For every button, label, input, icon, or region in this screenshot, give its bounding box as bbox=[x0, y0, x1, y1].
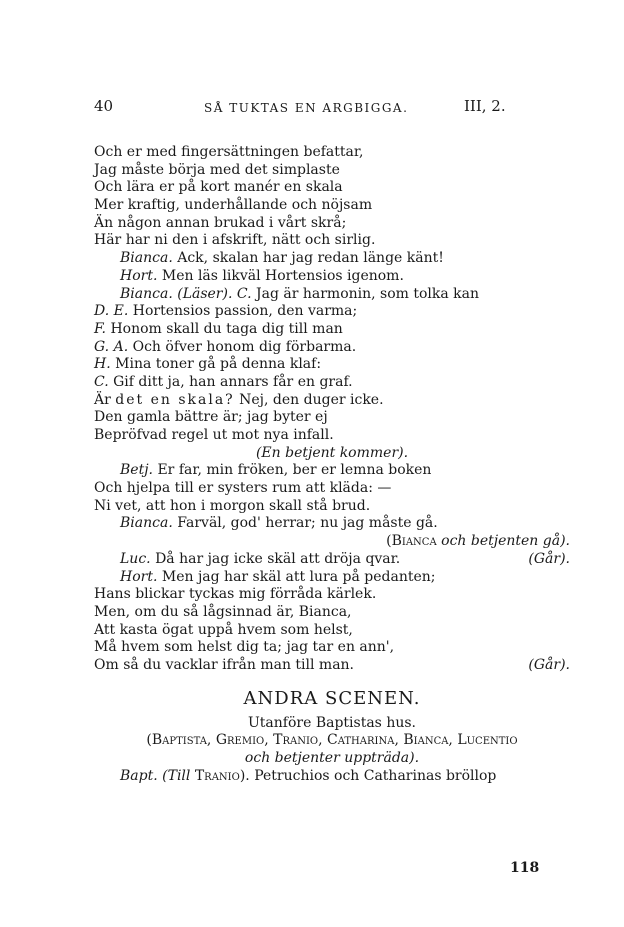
speaker-name: Bianca. bbox=[120, 515, 173, 532]
signature-mark: 118 bbox=[510, 860, 540, 876]
verse-line bbox=[94, 321, 570, 339]
verse-line bbox=[94, 374, 570, 392]
dialogue-text: Men läs likväl Hortensios igenom. bbox=[161, 267, 404, 284]
dialogue-line bbox=[94, 462, 570, 480]
note-letter: C. bbox=[94, 373, 109, 390]
dialogue-line bbox=[94, 551, 570, 569]
stage-direction: (Går). bbox=[528, 656, 570, 673]
note-letter: G. A. bbox=[94, 338, 129, 355]
character-name: Tranio bbox=[194, 767, 240, 784]
stage-direction: och betjenter uppträda). bbox=[244, 750, 420, 766]
verse-text: Är bbox=[94, 391, 111, 408]
verse-text: Honom skall du taga dig till man bbox=[110, 320, 343, 337]
speaker-name: Hort. bbox=[120, 568, 158, 585]
scene-location: Utanföre Baptistas hus. bbox=[248, 714, 416, 731]
stage-direction: (En betjent kommer). bbox=[255, 444, 409, 461]
dialogue-line: Bapt. (Till Tranio). Petruchios och Catharinas bröllop bbox=[120, 767, 497, 784]
verse-line: Att kasta ögat uppå hvem som helst, bbox=[94, 621, 353, 638]
stage-direction: (Går). bbox=[528, 550, 570, 567]
dialogue-text: Er far, min fröken, ber er lemna boken bbox=[157, 462, 432, 479]
verse-text: Mina toner gå på denna klaf: bbox=[115, 356, 322, 373]
verse-line: Än någon annan brukad i vårt skrå; bbox=[94, 214, 347, 231]
verse-line: Här har ni den i afskrift, nätt och sirlig. bbox=[94, 232, 376, 249]
verse-line: Den gamla bättre är; jag byter ej bbox=[94, 409, 328, 426]
stage-direction: (Bianca och betjenten gå). bbox=[386, 533, 570, 550]
dialogue-line bbox=[94, 286, 570, 304]
running-title: SÅ TUKTAS EN ARGBIGGA. bbox=[204, 101, 409, 115]
play-text bbox=[94, 144, 570, 785]
act-scene-ref: III, 2. bbox=[464, 97, 506, 115]
stage-direction-line bbox=[94, 533, 570, 551]
dialogue-line bbox=[94, 268, 570, 286]
verse-line bbox=[94, 392, 570, 410]
verse-text: Hortensios passion, den varma; bbox=[132, 303, 358, 320]
verse-line bbox=[94, 356, 570, 374]
verse-line: Jag måste börja med det simplaste bbox=[94, 161, 340, 178]
verse-line: Må hvem som helst dig ta; jag tar en ann', bbox=[94, 639, 395, 656]
verse-text: Nej, den duger icke. bbox=[239, 391, 384, 408]
verse-line: Ni vet, att hon i morgon skall stå brud. bbox=[94, 497, 371, 514]
verse-line: Mer kraftig, underhållande och nöjsam bbox=[94, 197, 373, 214]
speaker-name: Bianca. bbox=[120, 285, 173, 302]
dialogue-text: Jag är harmonin, som tolka kan bbox=[256, 285, 480, 302]
verse-text: Om så du vacklar ifrån man till man. bbox=[94, 656, 355, 673]
speaker-name: Bapt. bbox=[120, 767, 158, 784]
note-letter: H. bbox=[94, 356, 111, 373]
scene-title: ANDRA SCENEN. bbox=[243, 687, 421, 709]
verse-line bbox=[94, 657, 570, 675]
verse-line bbox=[94, 303, 570, 321]
dialogue-text: Men jag har skäl att lura på pedanten; bbox=[161, 568, 436, 585]
dialogue-text: Petruchios och Catharinas bröllop bbox=[254, 767, 497, 784]
speaker-name: Hort. bbox=[120, 267, 158, 284]
note-letter: C. bbox=[236, 285, 252, 302]
dialogue-line bbox=[94, 515, 570, 533]
verse-line: Bepröfvad regel ut mot nya infall. bbox=[94, 427, 334, 443]
note-letter: F. bbox=[94, 320, 106, 337]
speaker-name: Bianca. bbox=[120, 250, 173, 267]
stage-direction: (Till bbox=[162, 767, 191, 784]
character-names: Baptista, Gremio, Tranio, Catharina, Bianca, Lucentio bbox=[151, 732, 518, 749]
direction-text: och betjenten gå). bbox=[441, 533, 570, 550]
verse-line: Och er med fingersättningen befattar, bbox=[94, 144, 364, 160]
verse-line: Hans blickar tyckas mig förråda kärlek. bbox=[94, 586, 377, 603]
speaker-name: Betj. bbox=[120, 462, 153, 479]
character-list: (Baptista, Gremio, Tranio, Catharina, Bianca, Lucentio bbox=[146, 732, 518, 749]
note-letter: D. E. bbox=[94, 303, 129, 320]
speaker-name: Luc. bbox=[120, 550, 151, 567]
verse-line: Men, om du så lågsinnad är, Bianca, bbox=[94, 603, 352, 620]
dialogue-line bbox=[94, 250, 570, 268]
verse-line: Och hjelpa till er systers rum att kläda: — bbox=[94, 480, 392, 497]
dialogue-text: Farväl, god' herrar; nu jag måste gå. bbox=[177, 515, 438, 532]
stage-direction: (Läser). bbox=[177, 285, 233, 302]
emphasis-text: det en skala? bbox=[115, 391, 235, 408]
verse-text: Och öfver honom dig förbarma. bbox=[132, 338, 357, 355]
dialogue-text: Ack, skalan har jag redan länge känt! bbox=[177, 250, 444, 267]
running-header bbox=[94, 97, 574, 119]
dialogue-text: Då har jag icke skäl att dröja qvar. bbox=[155, 550, 401, 567]
verse-line bbox=[94, 339, 570, 357]
character-name: Bianca bbox=[391, 533, 437, 550]
verse-line: Och lära er på kort manér en skala bbox=[94, 179, 343, 196]
dialogue-line bbox=[94, 569, 570, 587]
page-number: 40 bbox=[94, 97, 114, 115]
verse-text: Gif ditt ja, han annars får en graf. bbox=[113, 373, 353, 390]
